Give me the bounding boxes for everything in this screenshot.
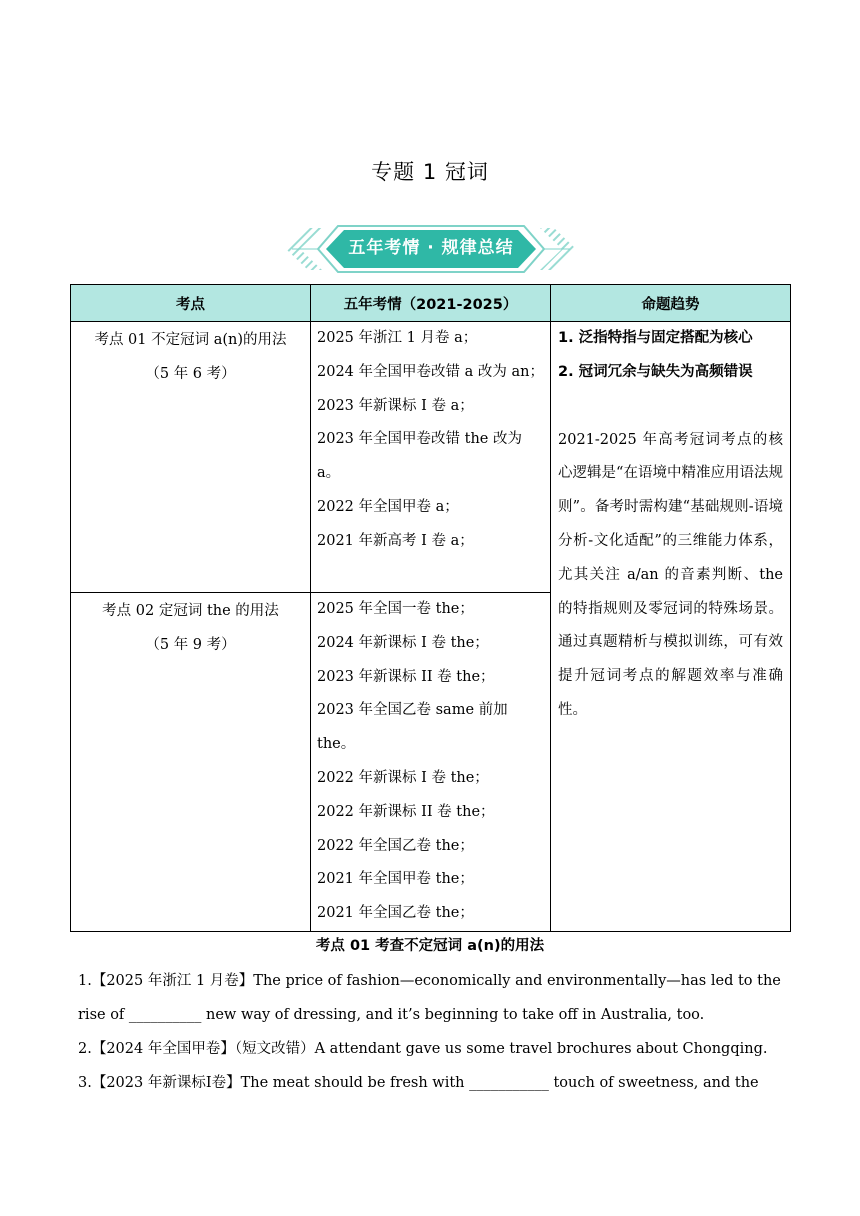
year-entry: 2022 年全国乙卷 the； [317, 837, 474, 854]
year-entry: 2024 年新课标 I 卷 the； [317, 634, 489, 651]
header-years: 五年考情（2021-2025） [311, 285, 551, 322]
year-entry: 2021 年新高考 I 卷 a； [317, 532, 474, 549]
year-entry: 2023 年新课标 II 卷 the； [317, 668, 495, 685]
year-entry: 2023 年全国乙卷 same 前加 the。 [317, 702, 508, 753]
years-cell [311, 593, 551, 932]
year-entry: 2022 年全国甲卷 a； [317, 498, 459, 515]
years-cell [311, 322, 551, 593]
year-entry: 2021 年全国甲卷 the； [317, 871, 474, 888]
banner-label: 五年考情 · 规律总结 [348, 238, 514, 258]
trend-cell [551, 322, 791, 932]
question-1: 1.【2025 年浙江 1 月卷】The price of fashion—economically and environmentally—has led to the rise of __________ new way of dressing, and it’s beginning to take off in Australia, too. [78, 973, 781, 1023]
year-entry: 2022 年新课标 II 卷 the； [317, 803, 495, 820]
point-name: 考点 01 不定冠词 a(n)的用法 [94, 332, 287, 348]
header-trend: 命题趋势 [551, 285, 791, 322]
point-count: （5 年 9 考） [145, 637, 236, 653]
year-entry: 2023 年新课标 I 卷 a； [317, 397, 474, 414]
trend-point-2: 2. 冠词冗余与缺失为高频错误 [558, 363, 753, 380]
year-entry: 2025 年全国一卷 the； [317, 601, 474, 617]
section-heading: 考点 01 考查不定冠词 a(n)的用法 [315, 938, 545, 954]
table-row [71, 322, 791, 593]
year-entry: 2022 年新课标 I 卷 the； [317, 769, 489, 786]
table-header-row [71, 285, 791, 322]
year-entry: 2023 年全国甲卷改错 the 改为 a。 [317, 431, 522, 482]
header-point: 考点 [71, 285, 311, 322]
point-cell [71, 322, 311, 593]
page-title: 专题 1 冠词 [371, 160, 489, 184]
trend-description: 2021-2025 年高考冠词考点的核心逻辑是“在语境中精准应用语法规则”。备考时需构建“基础规则-语境分析-文化适配”的三维能力体系，尤其关注 a/an 的音素判断、the 的特指规则及零冠词的特殊场景。通过真题精析与模拟训练，可有效提升冠词考点的解题效率与准确性。 [558, 431, 783, 718]
year-entry: 2021 年全国乙卷 the； [317, 905, 474, 922]
exam-summary-table [70, 284, 791, 932]
question-2: 2.【2024 年全国甲卷】（短文改错）A attendant gave us some travel brochures about Chongqing. [78, 1041, 768, 1057]
point-name: 考点 02 定冠词 the 的用法 [102, 603, 279, 619]
question-3: 3.【2023 年新课标Ⅰ卷】The meat should be fresh with ___________ touch of sweetness, and the [78, 1075, 759, 1091]
point-cell [71, 593, 311, 932]
trend-point-1: 1. 泛指特指与固定搭配为核心 [558, 330, 753, 346]
year-entry: 2025 年浙江 1 月卷 a； [317, 330, 478, 346]
point-count: （5 年 6 考） [145, 366, 236, 382]
year-entry: 2024 年全国甲卷改错 a 改为 an； [317, 363, 544, 380]
